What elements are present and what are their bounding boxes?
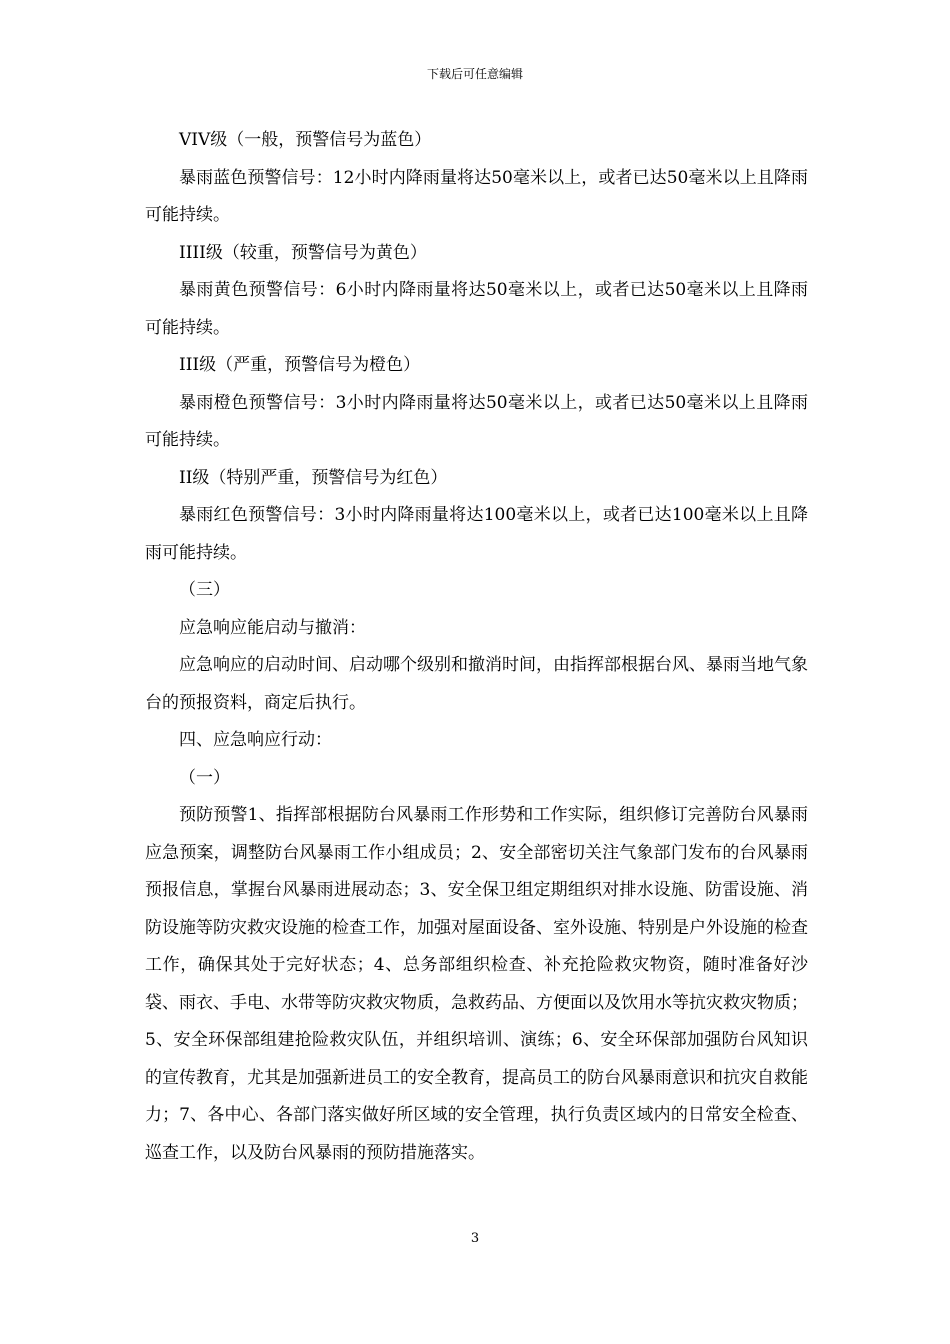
blue-signal-paragraph: 暴雨蓝色预警信号：12小时内降雨量将达50毫米以上，或者已达50毫米以上且降雨可能持续。 <box>145 167 808 225</box>
section-four-heading: 四、应急响应行动： <box>179 730 332 750</box>
level-iii-heading: IIII级（较重，预警信号为黄色） <box>179 242 427 263</box>
page-header: 下载后可任意编辑 <box>426 67 523 81</box>
document-body <box>145 122 808 1172</box>
prevention-warning-paragraph: 预防预警1、指挥部根据防台风暴雨工作形势和工作实际，组织修订完善防台风暴雨应急预案，调整防台风暴雨工作小组成员；2、安全部密切关注气象部门发布的台风暴雨预报信息，掌握台风暴雨进展动态；3、安全保卫组定期组织对排水设施、防雷设施、消防设施等防灾救灾设施的检查工作，加强对屋面设备、室外设施、特别是户外设施的检查工作，确保其处于完好状态；4、总务部组织检查、补充抢险救灾物资，随时准备好沙袋、雨衣、手电、水带等防灾救灾物质，急救药品、方便面以及饮用水等抗灾救灾物质；5、安全环保部组建抢险救灾队伍，并组织培训、演练；6、安全环保部加强防台风知识的宣传教育，尤其是加强新进员工的安全教育，提高员工的防台风暴雨意识和抗灾自救能力；7、各中心、各部门落实做好所区域的安全管理，执行负责区域内的日常安全检查、巡查工作，以及防台风暴雨的预防措施落实。 <box>145 805 808 1163</box>
level-iv-heading: VIV级（一般，预警信号为蓝色） <box>179 130 432 150</box>
red-signal-paragraph: 暴雨红色预警信号：3小时内降雨量将达100毫米以上，或者已达100毫米以上且降雨可能持续。 <box>145 505 808 563</box>
response-start-heading: 应急响应能启动与撤消： <box>179 617 366 638</box>
level-i-heading: II级（特别严重，预警信号为红色） <box>179 467 448 488</box>
orange-signal-paragraph: 暴雨橙色预警信号：3小时内降雨量将达50毫米以上，或者已达50毫米以上且降雨可能持续。 <box>145 392 808 450</box>
page-number: 3 <box>470 1231 480 1246</box>
subsection-one-label: （一） <box>179 767 230 788</box>
section-three-label: （三） <box>179 580 230 600</box>
yellow-signal-paragraph: 暴雨黄色预警信号：6小时内降雨量将达50毫米以上，或者已达50毫米以上且降雨可能持续。 <box>145 280 808 338</box>
level-ii-heading: III级（严重，预警信号为橙色） <box>179 355 421 375</box>
response-start-paragraph: 应急响应的启动时间、启动哪个级别和撤消时间，由指挥部根据台风、暴雨当地气象台的预报资料，商定后执行。 <box>145 655 808 713</box>
